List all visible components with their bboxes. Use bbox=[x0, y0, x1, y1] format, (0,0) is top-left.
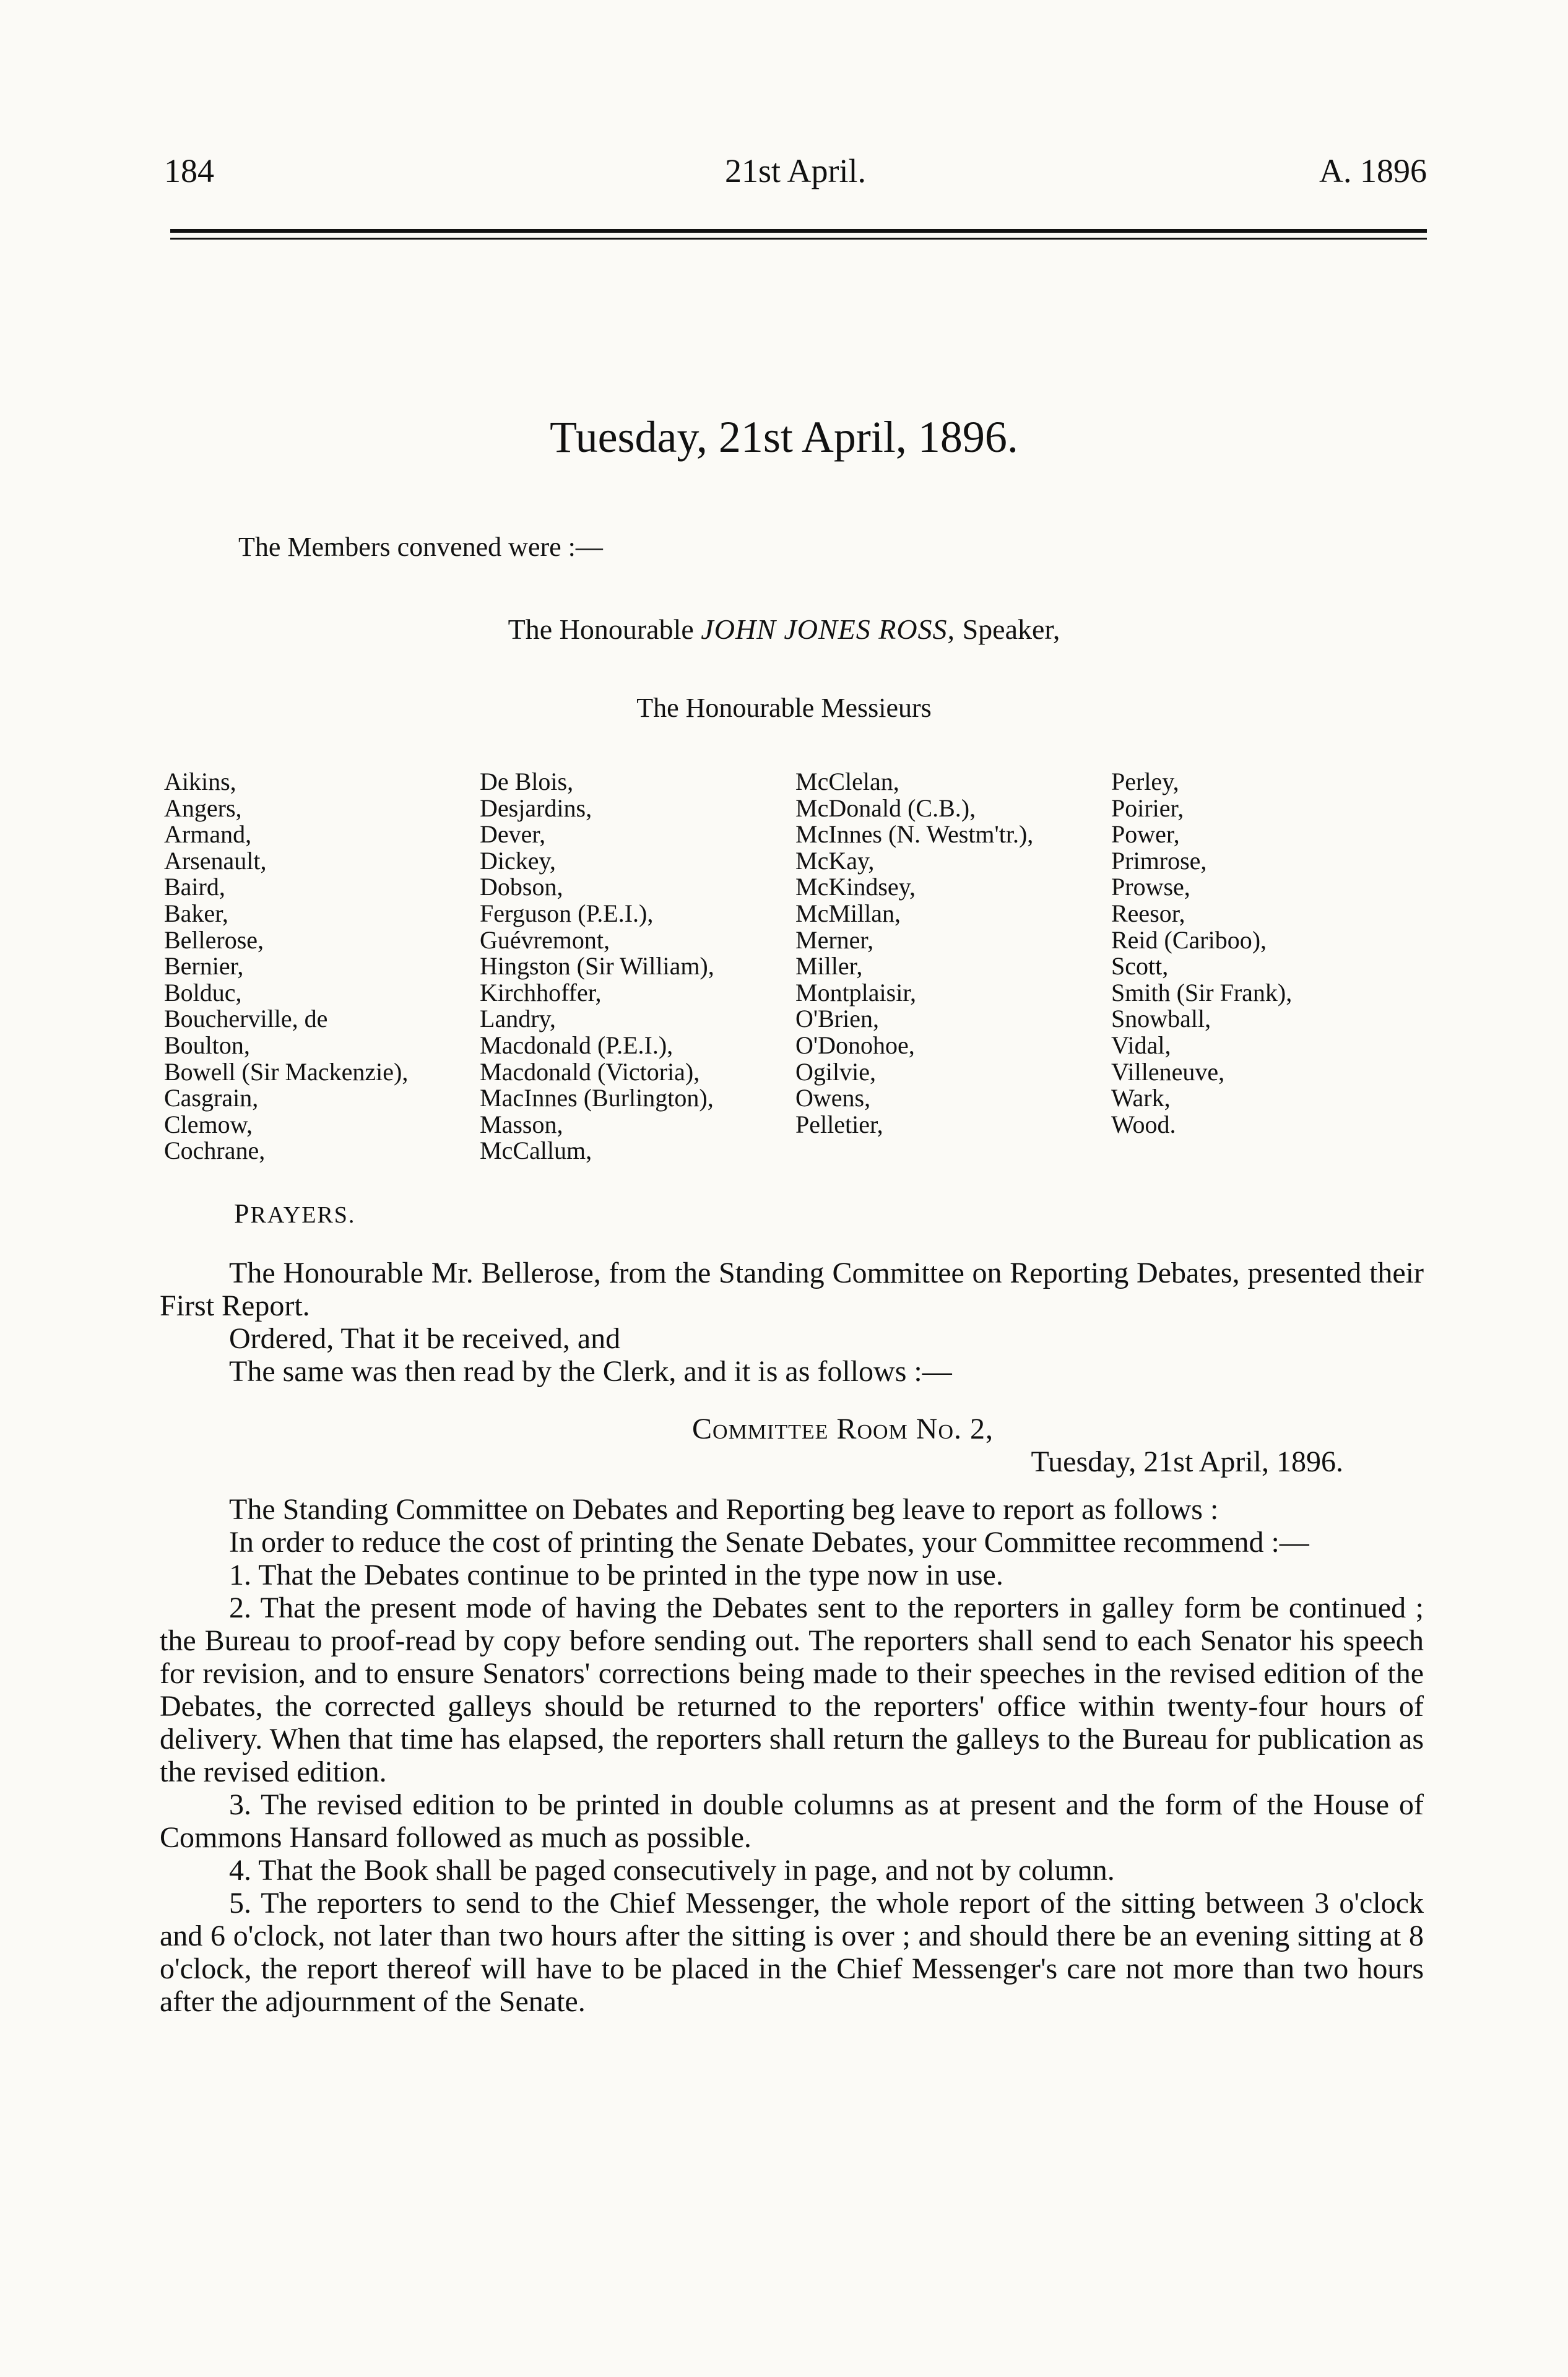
member-name: Prowse, bbox=[1111, 873, 1190, 901]
member-name: Macdonald (P.E.I.), bbox=[480, 1031, 674, 1059]
member-name: Baker, bbox=[164, 899, 228, 927]
member-name: Power, bbox=[1111, 820, 1180, 849]
member-name: Villeneuve, bbox=[1111, 1057, 1225, 1086]
committee-room: Committee Room No. 2, bbox=[692, 1413, 994, 1445]
member-name: Wood. bbox=[1111, 1110, 1176, 1138]
prayers-rest: RAYERS. bbox=[250, 1202, 356, 1228]
prayers-initial: P bbox=[234, 1198, 251, 1229]
report-item: 5. The reporters to send to the Chief Messenger, the whole report of the sitting between 3 o'clock and 6 o'clock, not later than two hours after the sitting is over ; and should there be an evening sitting at 8 o'clock, the report thereof will have to be placed in the Chief Messenger's care not more than two hours after the adjournment of the Senate. bbox=[160, 1887, 1424, 2018]
member-name: Landry, bbox=[480, 1005, 556, 1033]
sitting-title: Tuesday, 21st April, 1896. bbox=[550, 412, 1018, 462]
member-name: Bowell (Sir Mackenzie), bbox=[164, 1057, 409, 1086]
member-name: Perley, bbox=[1111, 768, 1179, 795]
member-name: McInnes (N. Westm'tr.), bbox=[795, 820, 1034, 849]
member-name: McCallum, bbox=[480, 1137, 592, 1165]
report-heading bbox=[160, 1413, 1424, 1481]
report-item: 1. That the Debates continue to be printed in the type now in use. bbox=[229, 1559, 1003, 1591]
members-column-3 bbox=[795, 769, 1033, 1138]
proceedings-paragraph: Ordered, That it be received, and bbox=[229, 1322, 621, 1355]
member-name: Boulton, bbox=[164, 1031, 250, 1059]
speaker-line bbox=[0, 613, 1568, 646]
speaker-name: JOHN JONES ROSS, bbox=[701, 613, 956, 645]
member-name: Armand, bbox=[164, 820, 252, 849]
member-name: Clemow, bbox=[164, 1110, 253, 1138]
member-name: Masson, bbox=[480, 1110, 563, 1138]
member-name: Owens, bbox=[795, 1084, 871, 1112]
member-name: Dickey, bbox=[480, 846, 556, 875]
member-name: Poirier, bbox=[1111, 794, 1184, 822]
member-name: Montplaisir, bbox=[795, 978, 917, 1007]
member-name: Aikins, bbox=[164, 768, 236, 795]
member-name: Casgrain, bbox=[164, 1084, 259, 1112]
proceedings-paragraph: The same was then read by the Clerk, and it is as follows :— bbox=[229, 1355, 952, 1388]
members-column-2 bbox=[480, 769, 714, 1164]
header-date: 21st April. bbox=[724, 152, 867, 189]
member-name: Hingston (Sir William), bbox=[480, 952, 714, 981]
convened-line: The Members convened were :— bbox=[238, 532, 603, 562]
member-name: Miller, bbox=[795, 952, 863, 981]
report-item: 4. That the Book shall be paged consecutively in page, and not by column. bbox=[229, 1854, 1115, 1887]
members-list bbox=[0, 769, 1568, 1165]
member-name: Arsenault, bbox=[164, 846, 267, 875]
member-name: Reesor, bbox=[1111, 899, 1185, 927]
member-name: Scott, bbox=[1111, 952, 1169, 981]
member-name: Ferguson (P.E.I.), bbox=[480, 899, 654, 927]
report-item: 3. The revised edition to be printed in double columns as at present and the form of the House of Commons Hansard followed as much as possible. bbox=[160, 1788, 1424, 1854]
member-name: Guévremont, bbox=[480, 925, 610, 954]
member-name: Snowball, bbox=[1111, 1005, 1211, 1033]
report-item: 2. That the present mode of having the Debates sent to the reporters in galley form be continued ; the Bureau to proof-read by copy before sending out. The reporters shall send to each Senator his speech for revision, and to ensure Senators' corrections being made to their speeches in the revised edition of the Debates, the corrected galleys should be returned to the reporters' office within twenty-four hours of delivery. When that time has elapsed, the reporters shall return the galleys to the Bureau for publication as the revised edition. bbox=[160, 1591, 1424, 1788]
member-name: MacInnes (Burlington), bbox=[480, 1084, 714, 1112]
member-name: McMillan, bbox=[795, 899, 901, 927]
member-name: Reid (Cariboo), bbox=[1111, 925, 1267, 954]
member-name: Boucherville, de bbox=[164, 1005, 328, 1033]
member-name: Bolduc, bbox=[164, 978, 242, 1007]
member-name: McDonald (C.B.), bbox=[795, 794, 976, 822]
member-name: Angers, bbox=[164, 794, 242, 822]
member-name: Cochrane, bbox=[164, 1137, 266, 1165]
report-paragraph: In order to reduce the cost of printing the Senate Debates, your Committee recommend :— bbox=[229, 1526, 1309, 1559]
header-rule-thick bbox=[170, 229, 1427, 233]
member-name: Bellerose, bbox=[164, 925, 264, 954]
member-name: Desjardins, bbox=[480, 794, 592, 822]
members-column-4 bbox=[1111, 769, 1292, 1138]
member-name: Smith (Sir Frank), bbox=[1111, 978, 1293, 1007]
member-name: Merner, bbox=[795, 925, 874, 954]
member-name: De Blois, bbox=[480, 768, 574, 795]
messieurs-heading: The Honourable Messieurs bbox=[636, 693, 932, 723]
member-name: Dever, bbox=[480, 820, 546, 849]
member-name: Dobson, bbox=[480, 873, 563, 901]
member-name: McClelan, bbox=[795, 768, 899, 795]
member-name: O'Brien, bbox=[795, 1005, 879, 1033]
speaker-prefix: The Honourable bbox=[508, 613, 694, 645]
page-number: 184 bbox=[164, 152, 214, 189]
member-name: McKay, bbox=[795, 846, 875, 875]
header-rule-thin bbox=[170, 238, 1427, 240]
member-name: Ogilvie, bbox=[795, 1057, 876, 1086]
member-name: Baird, bbox=[164, 873, 225, 901]
member-name: Vidal, bbox=[1111, 1031, 1171, 1059]
member-name: Macdonald (Victoria), bbox=[480, 1057, 700, 1086]
members-column-1 bbox=[164, 769, 408, 1164]
proceedings-body bbox=[160, 1257, 1424, 2018]
member-name: Primrose, bbox=[1111, 846, 1207, 875]
report-date: Tuesday, 21st April, 1896. bbox=[1031, 1445, 1343, 1478]
proceedings-paragraph: The Honourable Mr. Bellerose, from the Standing Committee on Reporting Debates, presented their First Report. bbox=[160, 1257, 1424, 1322]
running-header bbox=[164, 152, 1427, 201]
speaker-suffix: Speaker, bbox=[962, 613, 1060, 645]
member-name: Wark, bbox=[1111, 1084, 1171, 1112]
report-paragraph: The Standing Committee on Debates and Reporting beg leave to report as follows : bbox=[229, 1493, 1219, 1526]
member-name: McKindsey, bbox=[795, 873, 916, 901]
member-name: Bernier, bbox=[164, 952, 244, 981]
member-name: O'Donohoe, bbox=[795, 1031, 915, 1059]
member-name: Kirchhoffer, bbox=[480, 978, 602, 1007]
prayers-heading bbox=[234, 1198, 355, 1229]
header-year: A. 1896 bbox=[1319, 152, 1427, 189]
member-name: Pelletier, bbox=[795, 1110, 883, 1138]
